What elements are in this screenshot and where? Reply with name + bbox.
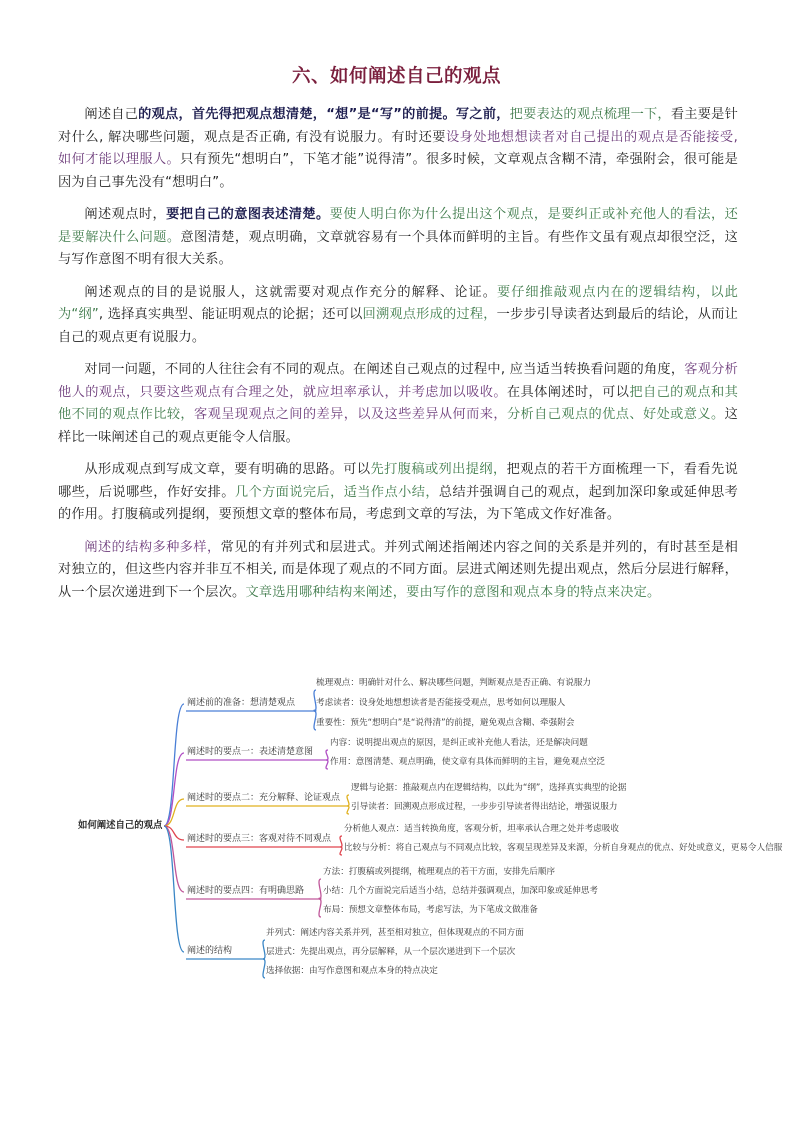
body-text <box>58 104 738 614</box>
text-segment: 阐述观点时， <box>84 207 167 222</box>
text-segment: 一步步引导读者达到最后的结论，从而让自己的观点更有说服力。 <box>58 307 739 345</box>
paragraph <box>58 104 738 194</box>
text-segment: 回溯观点形成的过程， <box>362 307 497 322</box>
mind-map-branch: 阐述时的要点四：有明确思路 <box>187 886 305 896</box>
text-segment: 阐述的结构多种多样， <box>84 539 221 555</box>
mind-map-leaf: 选择依据：由写作意图和观点本身的特点决定 <box>266 966 438 976</box>
text-segment: 只有预先“想明白”，下笔才能”说得清”。很多时候，文章观点含糊不清，牵强附会，很可能是因为自己事先没有“想明白”。 <box>58 152 738 190</box>
mind-map-leaf: 作用：意图清楚、观点明确，使文章有具体而鲜明的主旨，避免观点空泛 <box>330 757 606 767</box>
text-segment: 常见的有并列式和层进式。并列式阐述指阐述内容之间的关系是并列的，有时甚至是相对独立的，但这些内容并非互不相关, 而是体现了观点的不同方面。层进式阐述则先提出观点，然后分层进行解释，从一个层次递进到下一个层次。 <box>58 539 738 600</box>
mind-map-link <box>347 795 349 806</box>
text-segment: 阐述观点的目的是说服人，这就需要对观点作充分的解释、论证。 <box>84 284 497 300</box>
mind-map-link <box>347 806 349 814</box>
mind-map-link <box>326 760 328 769</box>
mind-map-leaf: 重要性：预先“想明白”是“说得清”的前提，避免观点含糊、牵强附会 <box>316 718 575 728</box>
mind-map <box>70 660 783 990</box>
mind-map-link <box>319 899 321 917</box>
mind-map-branch: 阐述时的要点二：充分解释、论证观点 <box>187 793 341 803</box>
text-segment: 分析自己观点的优点、好处或意义。 <box>506 407 725 422</box>
mind-map-leaf: 分析他人观点：适当转换角度，客观分析，坦率承认合理之处并考虑吸收 <box>344 824 620 834</box>
paragraph <box>58 204 738 272</box>
mind-map-leaf: 并列式：阐述内容关系并列，甚至相对独立，但体现观点的不同方面 <box>266 928 524 938</box>
paragraph <box>58 359 738 449</box>
mind-map-branch: 阐述时的要点一：表述清楚意图 <box>187 747 314 757</box>
text-segment: 客观呈现观点之间的差异，以及这些差异从何而来， <box>194 407 507 422</box>
page-title: 六、如何阐述自己的观点 <box>291 66 501 87</box>
mind-map-leaf: 层进式：先提出观点，再分层解释，从一个层次递进到下一个层次 <box>266 947 516 957</box>
text-segment: 从形成观点到写成文章，要有明确的思路。可以 <box>84 462 371 477</box>
mind-map-link <box>164 704 184 826</box>
text-segment: 设身处地想想读者对自己提出的观点是否能接受, 如何才能以理服人。 <box>58 129 738 167</box>
text-segment: 客观分析他人的观点，只要这些观点有合理之处，就应坦率承认，并考虑加以吸收。 <box>58 362 738 400</box>
mind-map-branch: 阐述前的准备：想清楚观点 <box>187 698 296 708</box>
mind-map-root: 如何阐述自己的观点 <box>78 820 163 831</box>
text-segment: 文章选用哪种结构来阐述，要由写作的意图和观点本身的特点来决定。 <box>245 584 661 600</box>
mind-map-link <box>340 836 342 847</box>
text-segment: 几个方面说完后，适当作点小结， <box>234 484 439 500</box>
text-segment: 总结并强调自己的观点，起到加深印象或延伸思考的作用。打腹稿或列提纲，要预想文章的整体布局，考虑到文章的写法，为下笔成文作好准备。 <box>58 484 738 522</box>
text-segment: 把自己的观点和其他不同的观点作比较， <box>58 384 738 422</box>
paragraph <box>58 537 738 605</box>
mind-map-branch: 阐述时的要点三：客观对待不同观点 <box>187 834 332 844</box>
mind-map-link <box>263 959 265 978</box>
mind-map-branch: 阐述的结构 <box>187 946 233 956</box>
text-segment: 把观点的若干方面梳理一下，看看先说哪些，后说哪些，作好安排。 <box>58 462 739 500</box>
text-segment: 对同一问题，不同的人往往会有不同的观点。在阐述自己观点的过程中, 应当适当转换看问题的角度， <box>84 362 685 377</box>
mind-map-leaf: 引导读者：回溯观点形成过程，一步步引导读者得出结论，增强说服力 <box>351 802 618 812</box>
paragraph <box>58 459 738 527</box>
mind-map-link <box>164 826 184 952</box>
mind-map-leaf: 逻辑与论据：推敲观点内在逻辑结构，以此为“纲”，选择真实典型的论据 <box>351 783 627 793</box>
text-segment: 在具体阐述时，可以 <box>506 384 630 400</box>
mind-map-leaf: 小结：几个方面说完后适当小结，总结并强调观点，加深印象或延伸思考 <box>323 886 599 896</box>
mind-map-leaf: 方法：打腹稿或列提纲，梳理观点的若干方面，安排先后顺序 <box>323 867 556 877</box>
text-segment: 要使人明白你为什么提出这个观点，是要纠正或补充他人的看法，还是要解决什么问题。 <box>58 207 739 245</box>
mind-map-link <box>263 940 265 959</box>
mind-map-leaf: 比较与分析：将自己观点与不同观点比较，客观呈现差异及来源，分析自身观点的优点、好处或意义，更易令人信服 <box>344 843 783 853</box>
mind-map-leaf: 考虑读者：设身处地想想读者是否能接受观点，思考如何以理服人 <box>316 698 566 708</box>
text-segment: 阐述自己 <box>84 107 139 122</box>
text-segment: , 选择真实典型、能证明观点的论据；还可以 <box>98 307 363 322</box>
mind-map-leaf: 梳理观点：明确针对什么、解决哪些问题，判断观点是否正确、有说服力 <box>316 678 592 688</box>
text-segment: 这样比一味阐述自己的观点更能令人信服。 <box>58 407 738 445</box>
mind-map-link <box>326 750 328 760</box>
text-segment: 要仔细推敲观点内在的逻辑结构，以此为“纲” <box>58 284 738 322</box>
mind-map-leaf: 内容：说明提出观点的原因，是纠正或补充他人看法，还是解决问题 <box>330 738 588 748</box>
paragraph <box>58 282 738 350</box>
text-segment: 看主要是针对什么, 解决哪些问题，观点是否正确, 有没有说服力。有时还要 <box>58 107 738 145</box>
mind-map-leaf: 布局：预想文章整体布局，考虑写法，为下笔成文做准备 <box>323 905 538 915</box>
text-segment: 意图清楚，观点明确，文章就容易有一个具体而鲜明的主旨。有些作文虽有观点却很空泛，这与写作意图不明有很大关系。 <box>58 229 738 267</box>
text-segment: 把要表达的观点梳理一下， <box>509 107 671 122</box>
mind-map-link <box>340 847 342 855</box>
mind-map-link <box>319 879 321 899</box>
text-segment: 先打腹稿或列出提纲， <box>370 462 507 477</box>
text-segment: 要把自己的意图表述清楚。 <box>166 207 330 222</box>
text-segment: 的观点，首先得把观点想清楚，“想”是“写”的前提。写之前， <box>138 107 510 122</box>
